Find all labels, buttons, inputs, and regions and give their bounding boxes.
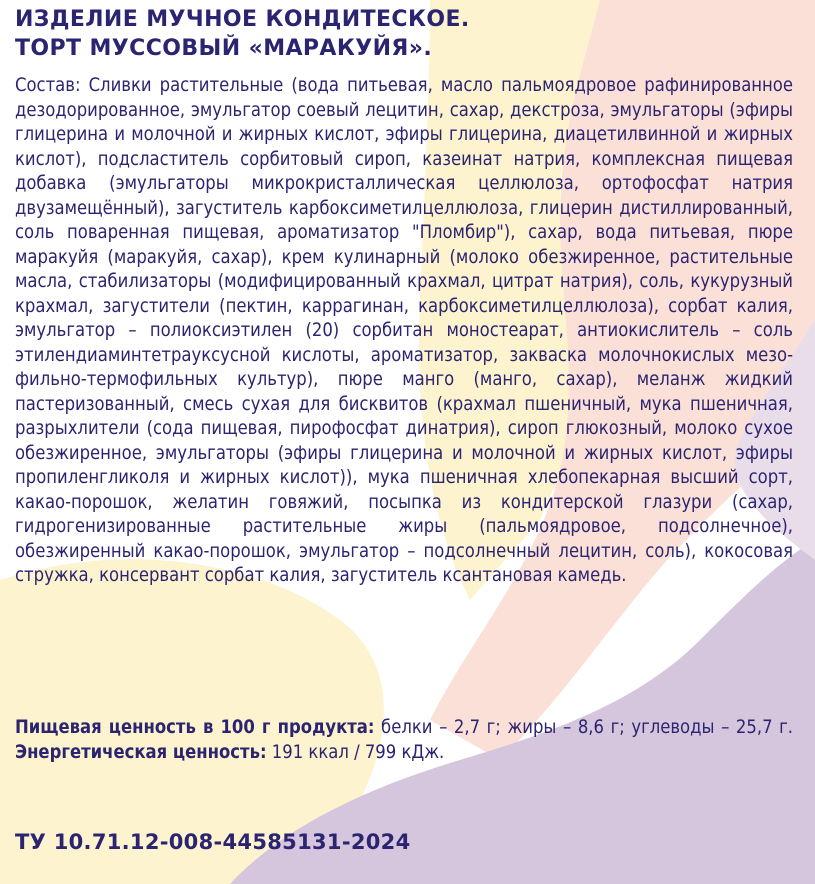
title-line-1: ИЗДЕЛИЕ МУЧНОЕ КОНДИТЕСКОЕ. <box>15 7 470 32</box>
composition-paragraph <box>15 74 793 589</box>
energy-value: 191 ккал / 799 кДж. <box>266 741 445 763</box>
nutrition-values: белки – 2,7 г; жиры – 8,6 г; углеводы – 25,7 г. <box>374 717 793 738</box>
composition-text: Сливки растительные (вода питьевая, масло пальмоядровое рафинированное дезодорированное, эмульгатор соевый лецитин, сахар, декстроза, эмульгаторы (эфиры глицерина и молочной и жирных кислот, эфиры глицерина, диацетилвинной и жирных кислот), подсластитель сорбитовый сироп, казеинат натрия, комплексная пищевая добавка (эмульгаторы микрокристаллическая целлюлоза, ортофосфат натрия двузамещённый), загуститель карбоксиметилцеллюлоза, глицерин дистиллированный, соль поваренная пищевая, ароматизатор "Пломбир"), сахар, вода питьевая, пюре маракуйя (маракуйя, сахар), крем кулинарный (молоко обезжиренное, растительные масла, стабилизаторы (модифицированный крахмал, цитрат натрия), соль, кукурузный крахмал, загустители (пектин, каррагинан, карбоксиметилцеллюлоза), сорбат калия, эмульгатор – полиоксиэтилен (20) сорбитан моностеарат, антиокислитель – соль этилендиаминтетрауксусной кислоты, ароматизатор, закваска молочнокислых мезофильно-термофильных культур), пюре манго (манго, сахар), меланж жидкий пастеризованный, смесь сухая для бисквитов (крахмал пшеничный, мука пшеничная, разрыхлители (сода пищевая, пирофосфат динатрия), сироп глюкозный, молоко сухое обезжиренное, эмульгаторы (эфиры глицерина и молочной и жирных кислот, эфиры пропиленгликоля и жирных кислот)), мука пшеничная хлебопекарная высший сорт, какао-порошок, желатин говяжий, посыпка из кондитерской глазури (сахар, гидрогенизированные растительные жиры (пальмоядровое, подсолнечное), обезжиренный какао-порошок, эмульгатор – подсолнечный лецитин, соль), кокосовая стружка, консервант сорбат калия, загуститель ксантановая камедь. <box>15 75 793 586</box>
title-line-2: ТОРТ МУССОВЫЙ «МАРАКУЙЯ». <box>15 36 433 61</box>
composition-label: Состав: <box>15 75 81 96</box>
technical-spec-number: ТУ 10.71.12-008-44585131-2024 <box>15 830 411 854</box>
product-title <box>15 5 805 63</box>
nutrition-paragraph <box>15 716 793 765</box>
energy-label: Энергетическая ценность: <box>15 741 267 763</box>
nutrition-label: Пищевая ценность в 100 г продукта: <box>15 717 375 738</box>
